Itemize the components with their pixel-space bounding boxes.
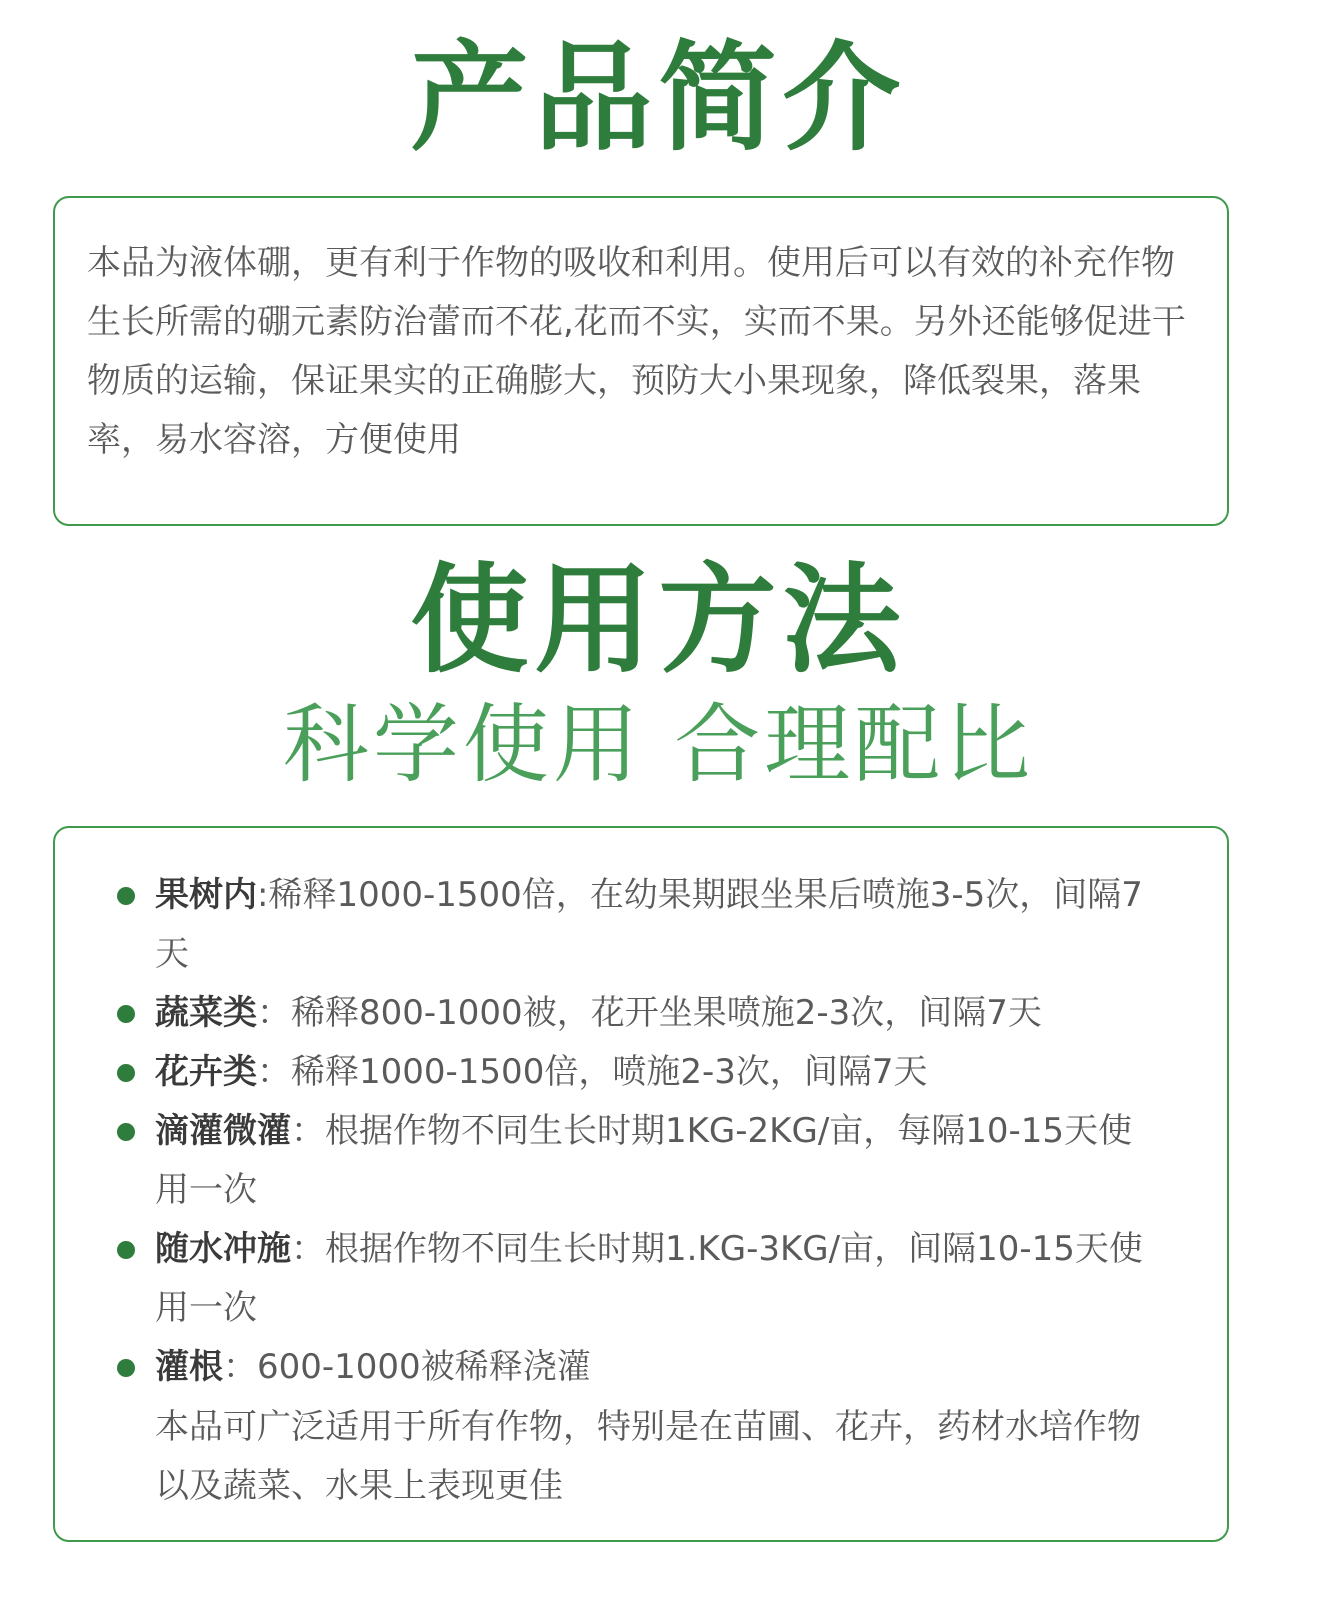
usage-item-flush-application: [117, 1220, 1157, 1338]
bullet-dot-icon: [117, 1064, 135, 1082]
usage-item-label: 随水冲施: [155, 1229, 291, 1269]
usage-item-fruit-trees: [117, 866, 1157, 984]
intro-text: 本品为液体硼，更有利于作物的吸收和利用。使用后可以有效的补充作物生长所需的硼元素防治蕾而不花,花而不实，实而不果。另外还能够促进干物质的运输，保证果实的正确膨大，预防大小果现象，降低裂果，落果率，易水容溶，方便使用: [87, 243, 1186, 460]
usage-item-text: ：稀释1000-1500倍，喷施2-3次，间隔7天: [257, 1052, 928, 1092]
intro-panel: [53, 196, 1229, 526]
usage-list: [117, 866, 1157, 1397]
usage-item-root-irrigation: [117, 1338, 1157, 1397]
bullet-dot-icon: [117, 1123, 135, 1141]
usage-note: 本品可广泛适用于所有作物，特别是在苗圃、花卉，药材水培作物以及蔬菜、水果上表现更佳: [155, 1407, 1141, 1506]
intro-title: 产品简介: [410, 29, 907, 167]
usage-panel: [53, 826, 1229, 1542]
usage-item-flowers: [117, 1043, 1157, 1102]
usage-item-label: 灌根: [155, 1347, 223, 1387]
bullet-dot-icon: [117, 887, 135, 905]
usage-item-vegetables: [117, 984, 1157, 1043]
bullet-dot-icon: [117, 1359, 135, 1377]
usage-item-drip-irrigation: [117, 1102, 1157, 1220]
usage-item-text: ：根据作物不同生长时期1KG-2KG/亩，每隔10-15天使用一次: [155, 1111, 1133, 1210]
usage-title: 使用方法: [410, 551, 907, 689]
usage-item-label: 果树内: [155, 875, 257, 915]
bullet-dot-icon: [117, 1005, 135, 1023]
bullet-dot-icon: [117, 1241, 135, 1259]
usage-item-label: 蔬菜类: [155, 993, 257, 1033]
usage-item-text: ：根据作物不同生长时期1.KG-3KG/亩，间隔10-15天使用一次: [155, 1229, 1143, 1328]
usage-item-label: 花卉类: [155, 1052, 257, 1092]
usage-item-label: 滴灌微灌: [155, 1111, 291, 1151]
usage-item-text: :稀释1000-1500倍，在幼果期跟坐果后喷施3-5次，间隔7天: [155, 875, 1143, 974]
usage-item-text: ：600-1000被稀释浇灌: [223, 1347, 591, 1387]
usage-subtitle: 科学使用 合理配比: [282, 695, 1035, 795]
usage-item-text: ：稀释800-1000被，花开坐果喷施2-3次，间隔7天: [257, 993, 1042, 1033]
